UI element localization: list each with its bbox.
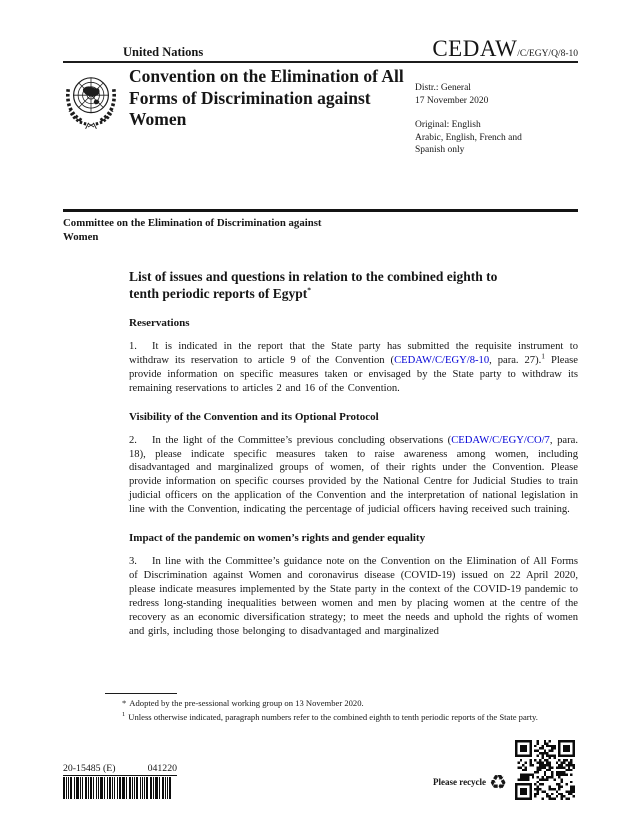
document-title-text: List of issues and questions in relation to the combined eighth to tenth periodic reports of Egypt bbox=[129, 269, 498, 301]
header-rule bbox=[63, 61, 578, 63]
distribution-block bbox=[415, 82, 522, 157]
organization-title: Convention on the Elimination of All Forms of Discrimination against Women bbox=[129, 66, 404, 129]
recycle-block bbox=[433, 772, 507, 792]
united-nations-label: United Nations bbox=[123, 45, 204, 59]
footnotes bbox=[105, 693, 578, 723]
paragraph-2 bbox=[129, 434, 578, 517]
footnote-separator-rule bbox=[105, 693, 177, 694]
section-heading-reservations: Reservations bbox=[129, 317, 190, 329]
paragraph-number: 2. bbox=[129, 434, 137, 446]
original-language-line: Original: English bbox=[415, 120, 481, 130]
date-line: 17 November 2020 bbox=[415, 95, 489, 106]
footnote-star bbox=[105, 698, 578, 709]
recycle-icon: ♻ bbox=[489, 770, 507, 794]
paragraph-text: In the light of the Committee’s previous concluding observations ( bbox=[152, 434, 452, 446]
footnote-1 bbox=[105, 709, 578, 723]
footnote-1-text: Unless otherwise indicated, paragraph numbers refer to the combined eighth to tenth periodic reports of the State party. bbox=[128, 712, 538, 723]
paragraph-1 bbox=[129, 340, 578, 396]
document-symbol bbox=[432, 36, 578, 62]
document-link-cedaw-egy-8-10[interactable]: CEDAW/C/EGY/8-10 bbox=[394, 354, 490, 366]
section-heading-visibility: Visibility of the Convention and its Optional Protocol bbox=[129, 410, 379, 423]
footnote-reference-1: 1 bbox=[541, 351, 546, 361]
job-number-block bbox=[63, 763, 177, 800]
footnote-1-marker: 1 bbox=[122, 711, 126, 719]
languages-line-2: Spanish only bbox=[415, 145, 465, 155]
paragraph-text: , para. 27). bbox=[489, 354, 542, 366]
distr-line: Distr.: General bbox=[415, 83, 471, 93]
document-body bbox=[129, 268, 578, 639]
document-link-cedaw-egy-co-7[interactable]: CEDAW/C/EGY/CO/7 bbox=[451, 434, 550, 446]
qr-code bbox=[515, 740, 575, 800]
recycle-label: Please recycle bbox=[433, 777, 487, 787]
un-emblem-icon bbox=[61, 68, 121, 132]
committee-name: Committee on the Elimination of Discrimination against Women bbox=[63, 217, 322, 243]
paragraph-text: , para. 18), please indicate specific measures taken to raise awareness among women, including disadvantaged and marginalized groups of women, of their rights under the Convention. Please provide information on specific courses provided by the National Centre for Judicial Studies to train judicial officers on the application of the Convention and the interpretation of national legislation in line with the Convention, indicating the percentage of judicial officers having received such training. bbox=[129, 434, 578, 516]
document-symbol-main: CEDAW bbox=[432, 36, 518, 61]
paragraph-text: In line with the Committee’s guidance note on the Convention on the Elimination of All Forms of Discrimination against Women and coronavirus disease (COVID-19) issued on 22 April 2020, please indicate measures implemented by the State party in the context of the COVID-19 pandemic to redress long-standing inequalities between women and men by placing women at the centre of the recovery as an economic diversification strategy; to meet the needs and uphold the rights of women and girls, including those belonging to disadvantaged and marginalized bbox=[129, 556, 578, 637]
title-footnote-marker: * bbox=[307, 285, 311, 295]
paragraph-text: It is indicated in the report that the State party has submitted the requisite instrument to withdraw its reservation to article 9 of the Convention ( bbox=[129, 341, 578, 366]
job-number-line bbox=[63, 763, 177, 776]
paragraph-text: Please provide information on specific measures taken or envisaged by the State party to withdraw its remaining reservations to articles 2 and 16 of the Convention. bbox=[129, 354, 579, 394]
date-code: 041220 bbox=[147, 763, 177, 774]
languages-line-1: Arabic, English, French and bbox=[415, 132, 522, 143]
section-heading-pandemic: Impact of the pandemic on women’s rights and gender equality bbox=[129, 532, 426, 545]
paragraph-number: 1. bbox=[129, 341, 137, 352]
job-number: 20-15485 (E) bbox=[63, 763, 116, 774]
paragraph-3 bbox=[129, 555, 578, 638]
document-symbol-suffix: /C/EGY/Q/8-10 bbox=[517, 49, 578, 59]
section-rule bbox=[63, 209, 578, 212]
document-title bbox=[129, 268, 527, 302]
barcode bbox=[63, 777, 177, 800]
paragraph-number: 3. bbox=[129, 556, 137, 568]
footnote-star-marker: * bbox=[122, 698, 127, 708]
footnote-star-text: Adopted by the pre-sessional working group on 13 November 2020. bbox=[129, 698, 364, 708]
